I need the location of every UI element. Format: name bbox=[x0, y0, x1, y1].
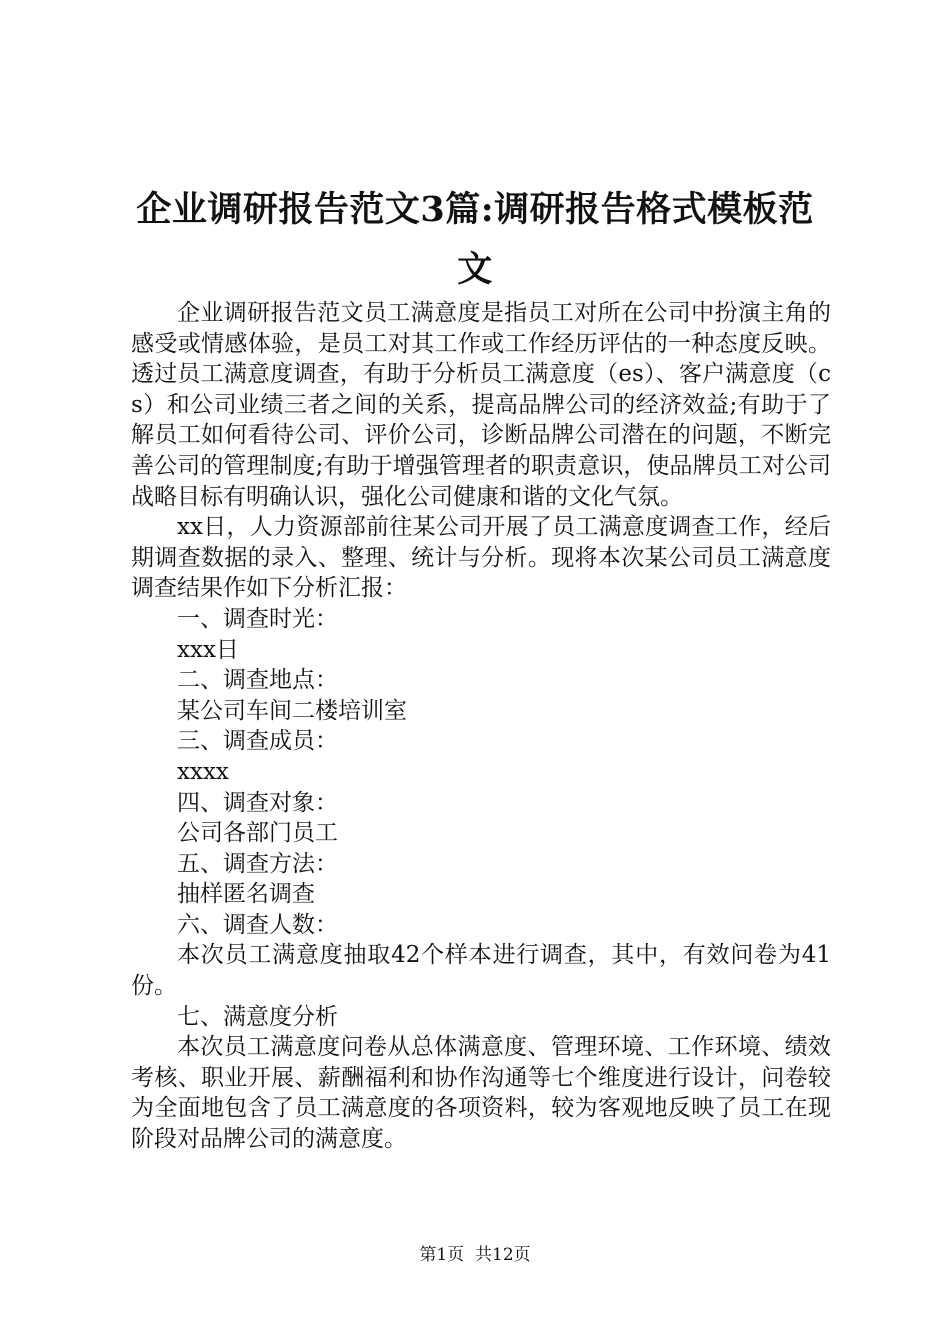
list-item: 七、满意度分析 bbox=[177, 1003, 338, 1030]
page-footer bbox=[0, 1240, 950, 1265]
list-item: xxxx bbox=[177, 758, 229, 785]
list-item: 某公司车间二楼培训室 bbox=[177, 697, 407, 724]
paragraph: 企业调研报告范文员工满意度是指员工对所在公司中扮演主角的感受或情感体验，是员工对其工作或工作经历评估的一种态度反映。透过员工满意度调查，有助于分析员工满意度（es）、客户满意度（cs）和公司业绩三者之间的关系，提高品牌公司的经济效益;有助于了解员工如何看待公司、评价公司，诊断品牌公司潜在的问题，不断完善公司的管理制度;有助于增强管理者的职责意识，使品牌员工对公司战略目标有明确认识，强化公司健康和谐的文化气氛。 bbox=[131, 300, 831, 510]
page-number: 第1页 bbox=[419, 1245, 465, 1265]
paragraph: 本次员工满意度问卷从总体满意度、管理环境、工作环境、绩效考核、职业开展、薪酬福利和协作沟通等七个维度进行设计，问卷较为全面地包含了员工满意度的各项资料，较为客观地反映了员工在现阶段对品牌公司的满意度。 bbox=[131, 1034, 831, 1153]
paragraph: 本次员工满意度抽取42个样本进行调查，其中，有效问卷为41份。 bbox=[131, 942, 831, 1000]
page-total: 共12页 bbox=[475, 1245, 531, 1265]
document-title: 企业调研报告范文3篇:调研报告格式模板范文 bbox=[136, 189, 814, 290]
list-item: 五、调查方法： bbox=[177, 850, 338, 877]
list-item: 公司各部门员工 bbox=[177, 820, 338, 847]
list-item: xxx日 bbox=[177, 636, 239, 663]
list-item: 二、调查地点： bbox=[177, 667, 338, 694]
document-body bbox=[131, 298, 831, 1155]
list-item: 六、调查人数： bbox=[177, 911, 338, 938]
list-item: 抽样匿名调查 bbox=[177, 881, 315, 908]
paragraph: xx日，人力资源部前往某公司开展了员工满意度调查工作，经后期调查数据的录入、整理、统计与分析。现将本次某公司员工满意度调查结果作如下分析汇报： bbox=[131, 514, 831, 602]
list-item: 三、调查成员： bbox=[177, 728, 338, 755]
list-item: 一、调查时光： bbox=[177, 605, 338, 632]
list-item: 四、调查对象： bbox=[177, 789, 338, 816]
